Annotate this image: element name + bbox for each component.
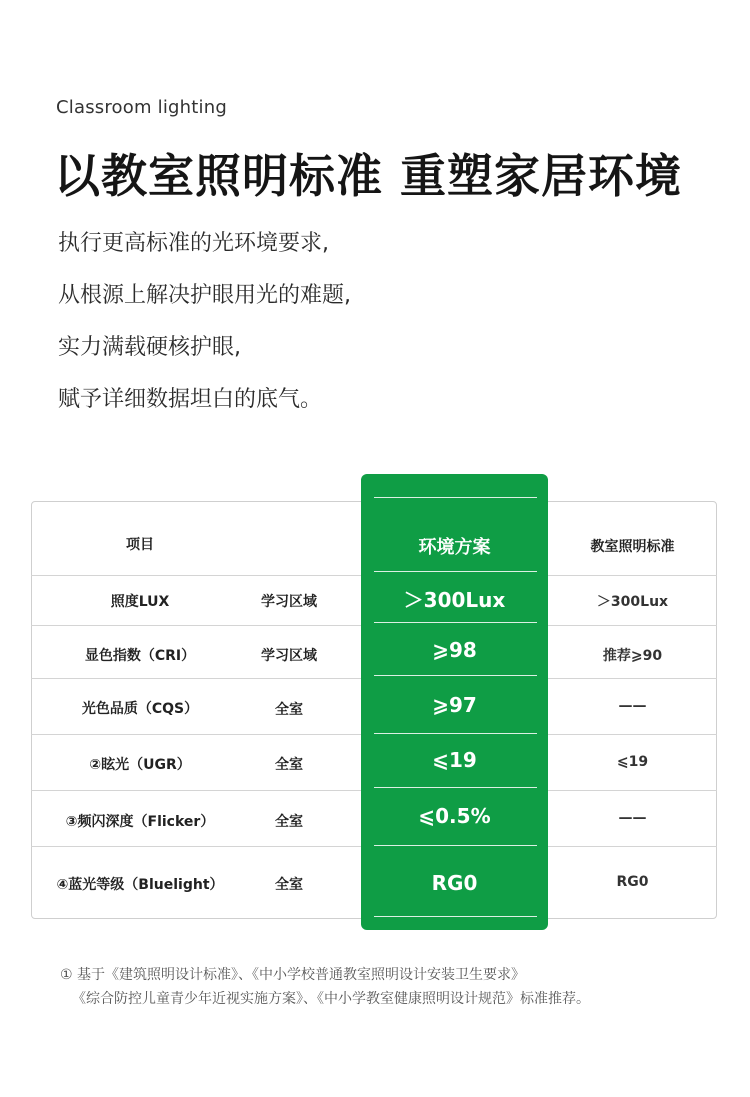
solution-divider xyxy=(374,787,537,788)
row-solution: ⩾97 xyxy=(432,693,477,717)
footnote-line: ① 基于《建筑照明设计标准》、《中小学校普通教室照明设计安装卫生要求》 xyxy=(60,967,525,983)
row-standard: ＞300Lux xyxy=(596,594,669,610)
row-item: ③频闪深度（Flicker） xyxy=(65,814,215,830)
row-item: 光色品质（CQS） xyxy=(81,701,199,717)
row-solution: ⩽19 xyxy=(432,748,477,772)
row-solution: ＞300Lux xyxy=(403,588,506,612)
solution-divider xyxy=(374,571,537,572)
intro-line: 从根源上解决护眼用光的难题, xyxy=(58,283,351,308)
footnote-line: 《综合防控儿童青少年近视实施方案》、《中小学教室健康照明设计规范》标准推荐。 xyxy=(72,991,590,1007)
subtitle-english: Classroom lighting xyxy=(56,97,227,118)
row-area: 全室 xyxy=(275,702,303,718)
row-item: ②眩光（UGR） xyxy=(89,757,191,773)
row-item: 显色指数（CRI） xyxy=(84,648,196,664)
header-solution: 环境方案 xyxy=(418,537,491,558)
row-area: 学习区域 xyxy=(261,594,317,610)
solution-divider xyxy=(374,675,537,676)
row-item: ④蓝光等级（Bluelight） xyxy=(56,877,224,893)
page-title: 以教室照明标准 重塑家居环境 xyxy=(54,149,683,203)
row-standard: 推荐⩾90 xyxy=(602,648,663,664)
intro-line: 执行更高标准的光环境要求, xyxy=(58,231,329,256)
row-item: 照度LUX xyxy=(110,594,170,610)
row-standard: ⩽19 xyxy=(616,754,649,770)
intro-text xyxy=(58,228,351,436)
intro-line: 赋予详细数据坦白的底气。 xyxy=(58,387,323,412)
row-standard: RG0 xyxy=(616,874,649,890)
solution-divider xyxy=(374,622,537,623)
solution-divider xyxy=(374,845,537,846)
row-standard: —— xyxy=(618,810,647,826)
solution-divider xyxy=(374,916,537,917)
footnote xyxy=(60,963,590,1011)
header-standard: 教室照明标准 xyxy=(590,539,675,555)
row-solution: ⩽0.5% xyxy=(418,804,491,828)
row-area: 全室 xyxy=(275,877,303,893)
row-area: 全室 xyxy=(275,757,303,773)
row-area: 全室 xyxy=(275,814,303,830)
header-item: 项目 xyxy=(126,537,154,553)
solution-divider xyxy=(374,497,537,498)
row-area: 学习区域 xyxy=(261,648,317,664)
solution-divider xyxy=(374,733,537,734)
row-standard: —— xyxy=(618,698,647,714)
row-solution: RG0 xyxy=(431,871,478,895)
row-solution: ⩾98 xyxy=(432,638,477,662)
intro-line: 实力满载硬核护眼, xyxy=(58,335,241,360)
